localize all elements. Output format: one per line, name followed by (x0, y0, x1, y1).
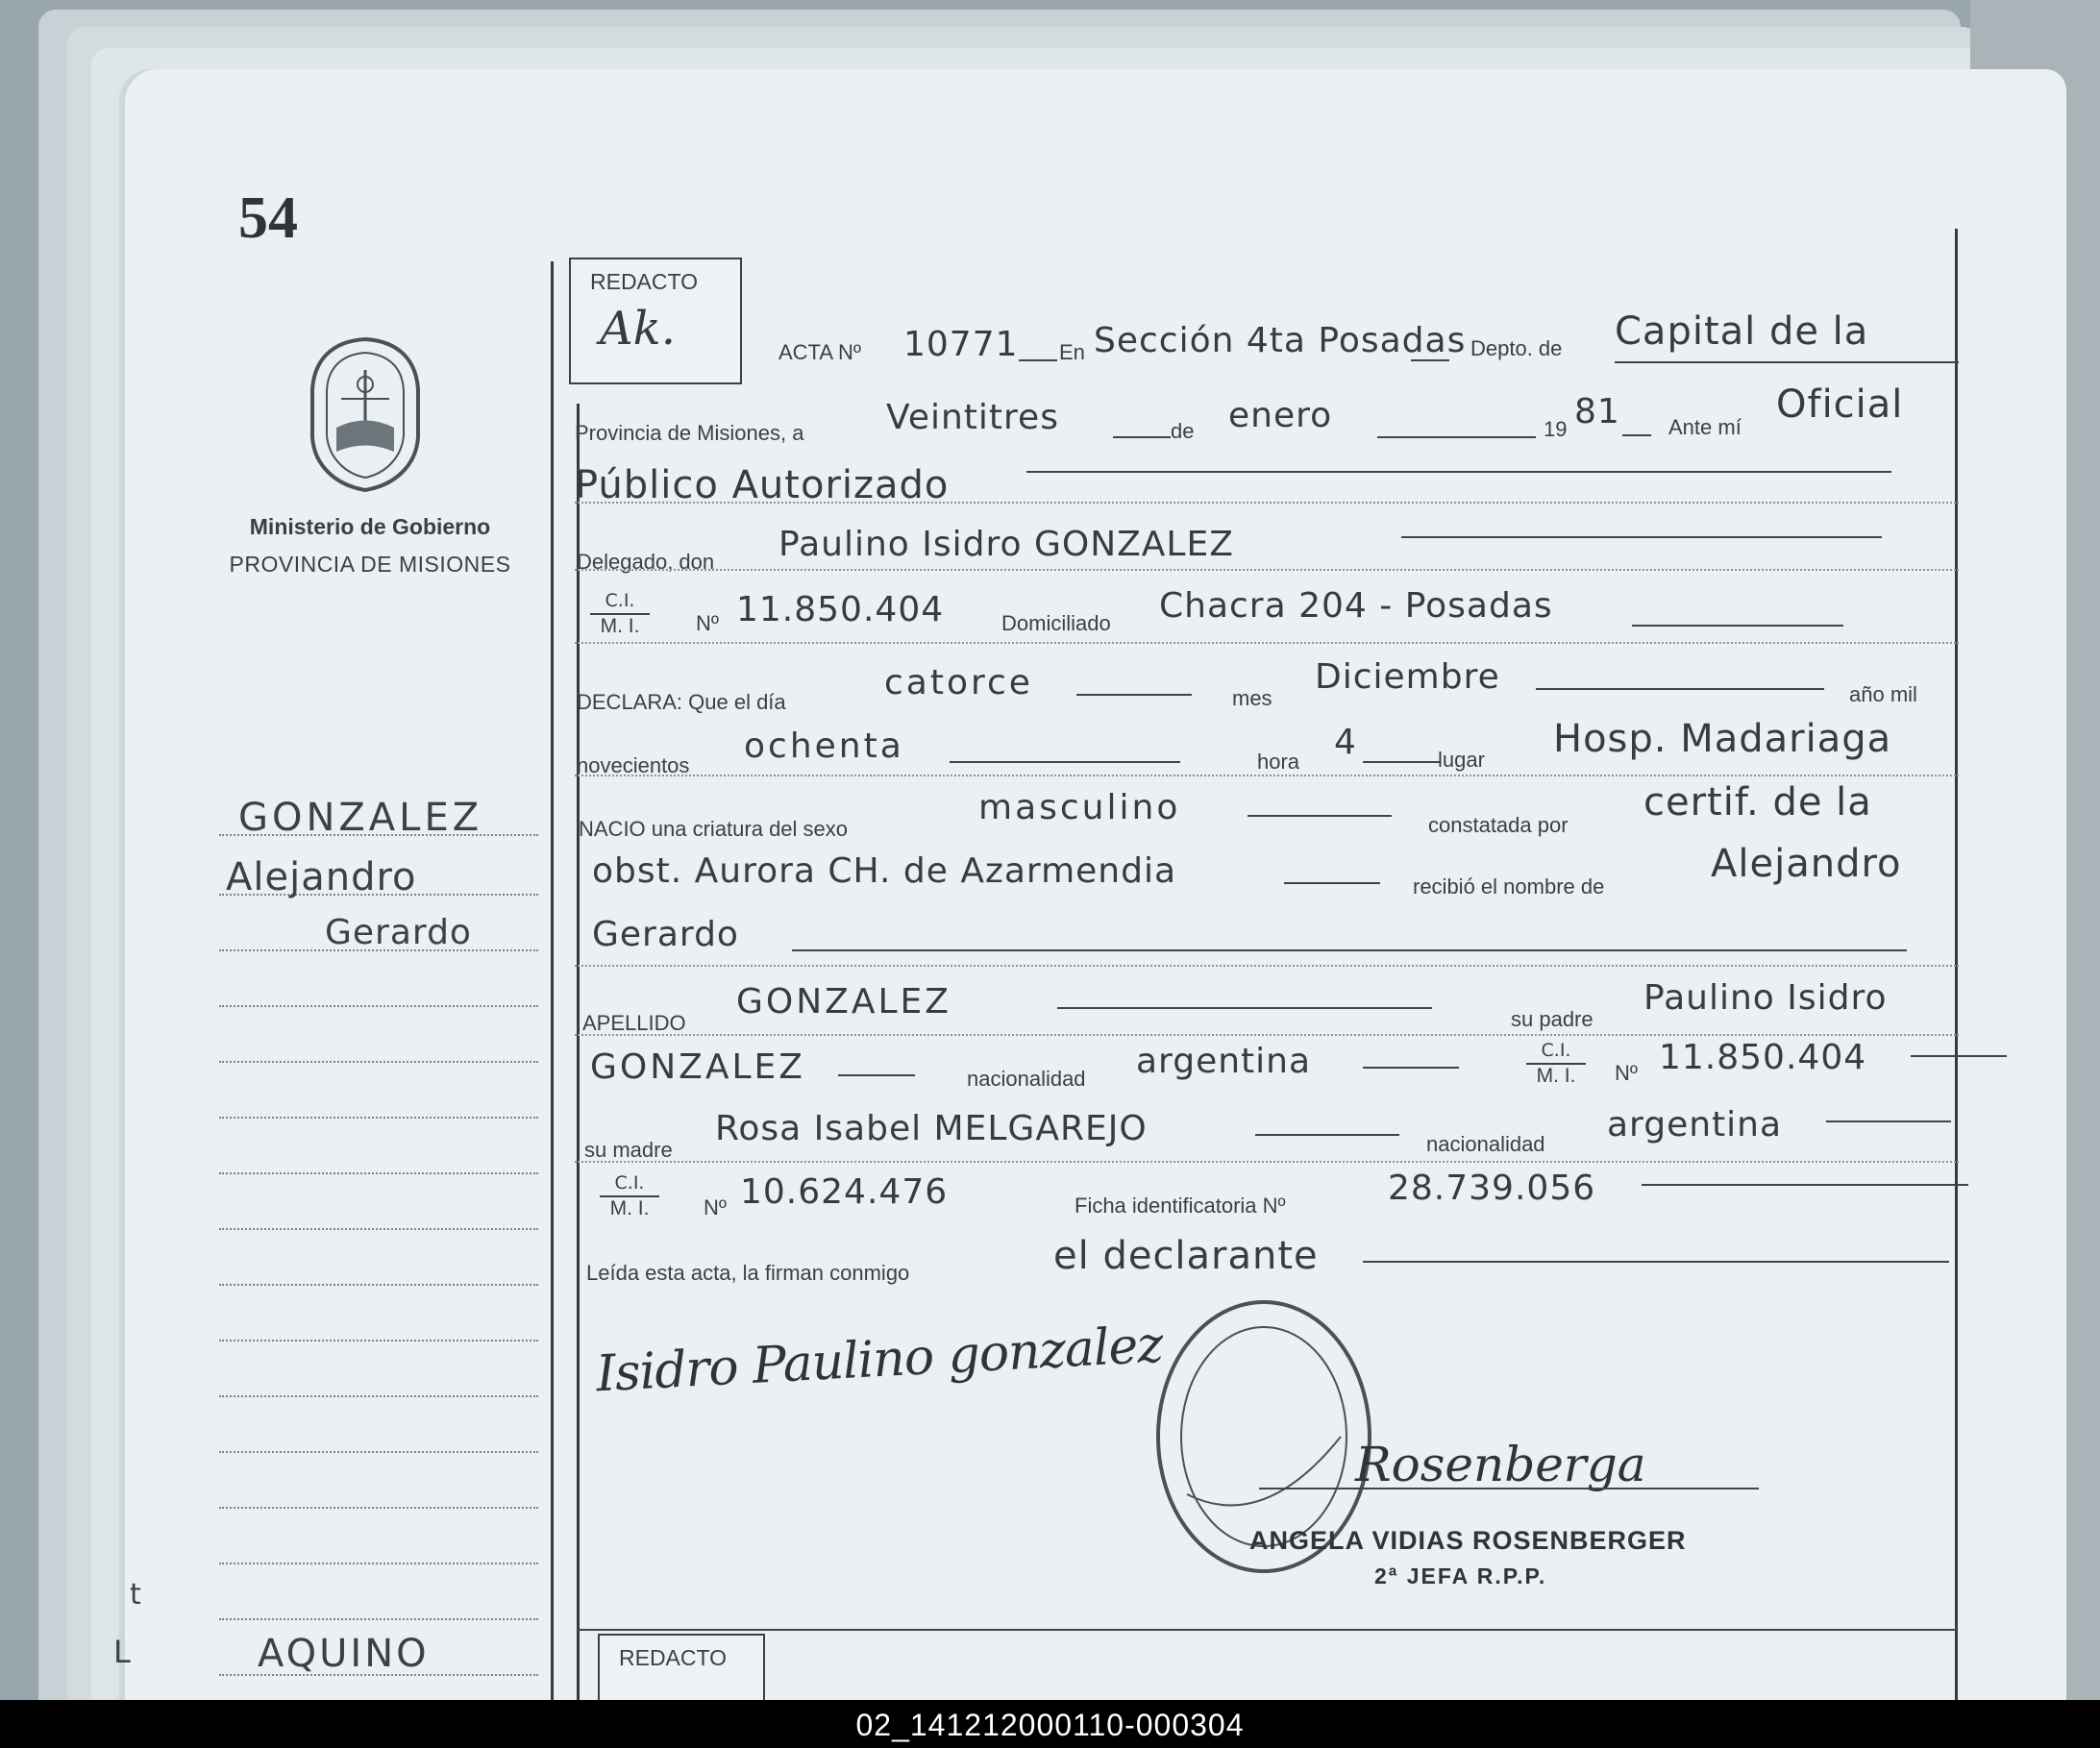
hora-value: 4 (1334, 723, 1357, 762)
nombre-value-2: Gerardo (592, 915, 739, 954)
ante-label: Ante mí (1668, 415, 1742, 439)
apellido-label: APELLIDO (582, 1011, 686, 1035)
fill-rule (1363, 761, 1440, 763)
fill-rule (1826, 1120, 1951, 1122)
novecientos-label: novecientos (577, 753, 690, 777)
fill-rule (1911, 1055, 2007, 1057)
margin-given-name-1: Alejandro (226, 855, 417, 899)
mes-label: mes (1232, 686, 1272, 710)
padre-ci-fraction (1526, 1040, 1586, 1088)
acta-number: 10771 (903, 325, 1019, 364)
fill-rule (1076, 694, 1192, 696)
lugar-label: lugar (1438, 748, 1485, 772)
lugar-value: Hosp. Madariaga (1553, 717, 1892, 761)
next-margin-surname: AQUINO (258, 1632, 430, 1676)
fill-rule (1248, 815, 1392, 817)
official-title: 2ª JEFA R.P.P. (1374, 1563, 1547, 1588)
margin-line (219, 1117, 538, 1119)
fill-rule (1615, 361, 1959, 363)
leida-label: Leída esta acta, la firman conmigo (586, 1261, 910, 1285)
margin-surname: GONZALEZ (238, 796, 483, 840)
nacio-label: NACIO una criatura del sexo (579, 817, 849, 841)
domicilio-label: Domiciliado (1001, 611, 1111, 635)
anio-value: ochenta (744, 726, 904, 766)
mes-value: Diciembre (1315, 657, 1500, 697)
fill-rule (1401, 536, 1882, 538)
madre-ci-fraction (600, 1172, 659, 1220)
dotted-line (575, 642, 1959, 644)
sexo-value: masculino (978, 788, 1181, 827)
fill-rule (1284, 882, 1380, 884)
declara-label: DECLARA: Que el día (577, 690, 786, 714)
obst-line (575, 842, 1959, 907)
margin-line (219, 1005, 538, 1007)
ci-bottom: M. I. (600, 615, 640, 637)
ficha-label: Ficha identificatoria Nº (1075, 1194, 1286, 1218)
de-label: de (1171, 419, 1195, 443)
fill-rule (1363, 1067, 1459, 1069)
fill-rule (1642, 1184, 1968, 1186)
dotted-line (575, 1034, 1959, 1036)
constatada-value: certif. de la (1643, 780, 1872, 825)
delegado-doc: 11.850.404 (736, 590, 945, 629)
fill-rule (1536, 688, 1824, 690)
oficial-value: Oficial (1776, 382, 1904, 427)
next-redacto-label: REDACTO (619, 1645, 728, 1670)
ministry-name: Ministerio de Gobierno (249, 514, 491, 539)
date-line (575, 382, 1959, 448)
madre-nacionalidad: argentina (1607, 1105, 1783, 1145)
publico-line (575, 444, 1959, 509)
ficha-value: 28.739.056 (1388, 1169, 1596, 1208)
anio-label: año mil (1849, 682, 1917, 706)
leida-value: el declarante (1053, 1234, 1319, 1278)
margin-line (219, 1451, 538, 1453)
ministry-header (183, 514, 557, 578)
domicilio-value: Chacra 204 - Posadas (1159, 586, 1553, 626)
madre-ci-top: C.I. (600, 1172, 659, 1197)
padre-ci-top: C.I. (1526, 1040, 1586, 1065)
fill-rule (792, 949, 1907, 951)
margin-line (219, 1395, 538, 1397)
acta-label: ACTA Nº (778, 340, 861, 364)
madre-line (575, 1103, 1959, 1169)
coat-of-arms-icon (293, 332, 437, 495)
depto-value: Capital de la (1615, 309, 1869, 354)
official-name: ANGELA VIDIAS ROSENBERGER (1249, 1526, 1687, 1555)
next-redacto-box (598, 1634, 765, 1700)
dotted-line (575, 965, 1959, 967)
madre-value: Rosa Isabel MELGAREJO (715, 1109, 1148, 1148)
leida-line (575, 1232, 1959, 1297)
madre-nacionalidad-label: nacionalidad (1426, 1132, 1545, 1156)
ci-fraction (590, 590, 650, 638)
fill-rule (1113, 436, 1171, 438)
redacto-label: REDACTO (590, 269, 699, 294)
margin-line (219, 1061, 538, 1063)
declarant-signature: Isidro Paulino gonzalez (594, 1316, 1165, 1404)
domicilio-line (575, 584, 1959, 650)
fill-rule (1622, 434, 1651, 436)
fill-rule (1632, 625, 1843, 627)
dotted-line (575, 502, 1959, 504)
dotted-line (575, 1161, 1959, 1163)
madre-doc: 10.624.476 (740, 1172, 949, 1212)
nacio-line (575, 780, 1959, 846)
margin-line (219, 1172, 538, 1174)
ci-top: C.I. (590, 590, 650, 615)
madre-ci-bottom: M. I. (609, 1197, 650, 1219)
padre-value-1: Paulino Isidro (1643, 978, 1888, 1018)
official-signature: Rosenberga (1355, 1437, 1646, 1492)
padre-nacionalidad: argentina (1136, 1042, 1312, 1081)
dotted-line (575, 569, 1959, 571)
fill-rule (1057, 1007, 1432, 1009)
fill-rule (1255, 1134, 1399, 1136)
margin-line (219, 1340, 538, 1342)
province-name: PROVINCIA DE MISIONES (229, 552, 511, 577)
padre-num-label: Nº (1615, 1061, 1638, 1085)
seccion-value: Sección 4ta Posadas (1094, 321, 1467, 360)
fill-rule (1363, 1261, 1949, 1263)
padre-ci-bottom: M. I. (1536, 1065, 1576, 1087)
publico-value: Público Autorizado (575, 463, 950, 507)
hora-label: hora (1257, 750, 1300, 774)
signature-rule (1259, 1488, 1759, 1489)
image-id: 02_141212000110-000304 (855, 1708, 1245, 1742)
margin-line (219, 1228, 538, 1230)
provincia-label: Provincia de Misiones, a (575, 421, 804, 445)
year-prefix: 19 (1544, 417, 1568, 441)
obst-value: obst. Aurora CH. de Azarmendia (592, 851, 1177, 891)
apellido-value: GONZALEZ (736, 982, 951, 1022)
delegado-value: Paulino Isidro GONZALEZ (778, 525, 1234, 564)
depto-label: Depto. de (1470, 336, 1563, 360)
constatada-label: constatada por (1428, 813, 1569, 837)
padre-label: su padre (1511, 1007, 1594, 1031)
fill-rule (1019, 359, 1057, 361)
fill-rule (1377, 436, 1536, 438)
padre-line (575, 1040, 1959, 1105)
footer-bar (0, 1700, 2100, 1748)
month-value: enero (1228, 396, 1333, 435)
margin-prefix-1: t (130, 1578, 142, 1612)
day-value: Veintitres (886, 398, 1059, 437)
margin-line (219, 1618, 538, 1620)
apellido-line (575, 976, 1959, 1042)
declara-line (575, 653, 1959, 719)
delegado-label: Delegado, don (577, 550, 715, 574)
redacto-mark: Ak. (600, 302, 677, 356)
fill-rule (1411, 359, 1449, 361)
page-number: 54 (238, 185, 298, 251)
recibio-label: recibió el nombre de (1413, 874, 1605, 899)
margin-line (219, 1284, 538, 1286)
margin-line (219, 1507, 538, 1509)
section-divider (577, 1629, 1957, 1631)
madre-num-label: Nº (704, 1195, 727, 1219)
padre-value-2: GONZALEZ (590, 1047, 805, 1087)
margin-line (219, 1563, 538, 1564)
en-label: En (1059, 340, 1085, 364)
ficha-line (575, 1167, 1959, 1232)
padre-nacionalidad-label: nacionalidad (967, 1067, 1086, 1091)
padre-doc: 11.850.404 (1659, 1038, 1867, 1077)
acta-line (575, 306, 1959, 371)
nombre-value-1: Alejandro (1711, 842, 1902, 886)
anio-line (575, 717, 1959, 782)
fill-rule (838, 1074, 915, 1076)
num-label: Nº (696, 611, 719, 635)
form-border-left (551, 261, 554, 1700)
dotted-line (575, 775, 1959, 776)
delegado-line (575, 511, 1959, 577)
fill-rule (1026, 471, 1891, 473)
dia-value: catorce (884, 663, 1033, 702)
margin-prefix-2: L (113, 1634, 132, 1670)
year-suffix: 81 (1574, 392, 1620, 431)
fill-rule (950, 761, 1180, 763)
nombre-line (575, 907, 1959, 972)
margin-given-name-2: Gerardo (325, 913, 472, 952)
madre-label: su madre (584, 1138, 673, 1162)
